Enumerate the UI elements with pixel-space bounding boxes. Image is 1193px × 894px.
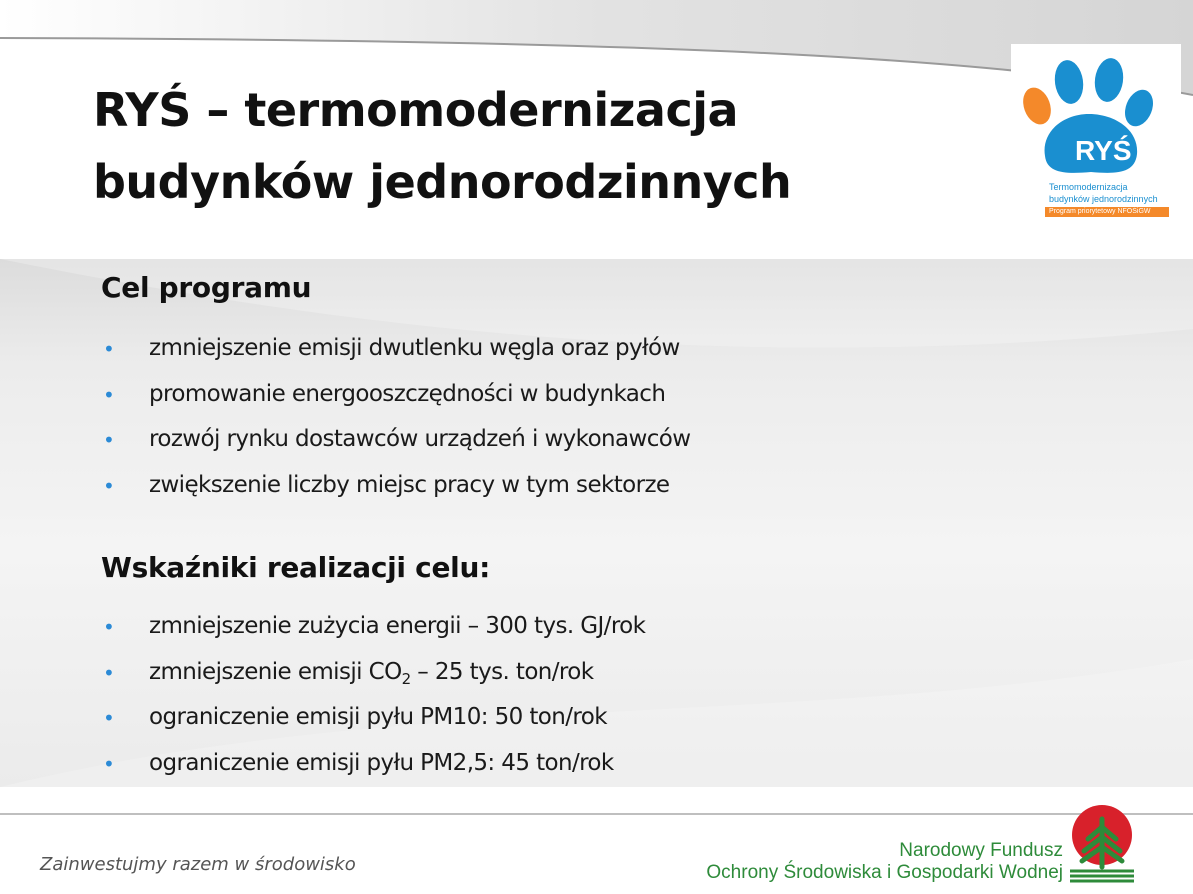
bullet-icon: • xyxy=(103,615,115,639)
goal-heading: Cel programu xyxy=(101,271,312,304)
co2-subscript: 2 xyxy=(401,669,411,688)
bullet-icon: • xyxy=(103,428,115,452)
list-item-text: ograniczenie emisji pyłu PM10: 50 ton/rok xyxy=(149,704,607,730)
nfosigw-logo-icon xyxy=(1066,805,1138,887)
slide-title-line1: RYŚ – termomodernizacja xyxy=(93,83,739,137)
nfos-name-line2: Ochrony Środowiska i Gospodarki Wodnej xyxy=(706,862,1063,883)
footer-slogan: Zainwestujmy razem w środowisko xyxy=(40,854,356,875)
slide-title xyxy=(93,74,791,218)
bullet-icon: • xyxy=(103,473,115,498)
list-item-text: zmniejszenie emisji dwutlenku węgla oraz pyłów xyxy=(149,335,680,361)
co2-suffix: – 25 tys. ton/rok xyxy=(410,658,594,685)
list-item-text: zmniejszenie zużycia energii – 300 tys. GJ/rok xyxy=(149,613,646,639)
paw-icon xyxy=(1011,44,1181,182)
nfos-name-line1: Narodowy Fundusz xyxy=(899,840,1063,861)
co2-prefix: zmniejszenie emisji CO xyxy=(149,658,402,685)
slide-title-line2: budynków jednorodzinnych xyxy=(93,155,792,209)
logo-program-strip: Program priorytetowy NFOŚiGW xyxy=(1045,207,1169,217)
svg-text:RYŚ: RYŚ xyxy=(1075,135,1132,166)
nfos-org-name xyxy=(706,840,1063,884)
footer-divider xyxy=(0,813,1193,815)
list-item-text: promowanie energooszczędności w budynkach xyxy=(149,380,666,407)
list-item-text: zwiększenie liczby miejsc pracy w tym sektorze xyxy=(149,471,670,498)
bullet-icon: • xyxy=(103,660,115,685)
logo-caption-line1: Termomodernizacja xyxy=(1049,182,1128,192)
list-item-text xyxy=(149,658,593,686)
logo-caption-line2: budynków jednorodzinnych xyxy=(1049,194,1158,204)
bullet-icon: • xyxy=(103,706,115,730)
bullet-icon: • xyxy=(103,337,115,361)
bullet-icon: • xyxy=(103,751,115,776)
indicators-heading: Wskaźniki realizacji celu: xyxy=(101,551,490,584)
bullet-icon: • xyxy=(103,382,115,407)
list-item-text: ograniczenie emisji pyłu PM2,5: 45 ton/rok xyxy=(149,749,614,776)
rys-program-logo xyxy=(1011,44,1181,224)
list-item-text: rozwój rynku dostawców urządzeń i wykonawców xyxy=(149,426,691,452)
